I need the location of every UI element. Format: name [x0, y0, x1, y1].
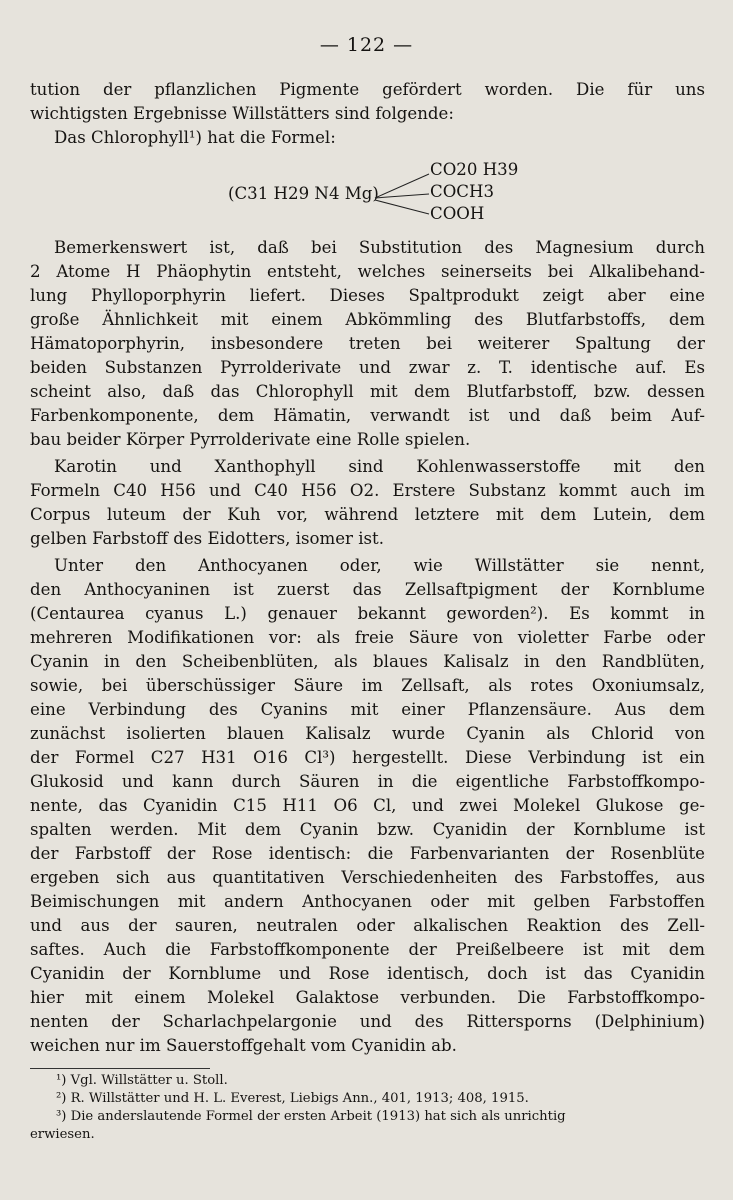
text-line: bau beider Körper Pyrrolderivate eine Rolle spielen. — [30, 430, 471, 449]
intro-paragraph — [30, 78, 705, 150]
text-line: Farbenkomponente, dem Hämatin, verwandt ist und daß beim Auf- — [30, 406, 705, 425]
text-line: Corpus luteum der Kuh vor, während letztere mit dem Lutein, dem — [30, 505, 705, 524]
text-line: nente, das Cyanidin C15 H11 O6 Cl, und zwei Molekel Glukose ge- — [30, 796, 705, 815]
text-line: lung Phylloporphyrin liefert. Dieses Spaltprodukt zeigt aber eine — [30, 286, 705, 305]
text-line: weichen nur im Sauerstoffgehalt vom Cyanidin ab. — [30, 1036, 457, 1055]
paragraph-chlorophyll — [30, 236, 705, 452]
footnote-line: erwiesen. — [30, 1127, 95, 1142]
footnote-rule — [30, 1068, 210, 1069]
text-line: und aus der sauren, neutralen oder alkalischen Reaktion des Zell- — [30, 916, 705, 935]
paragraph-anthocyane — [30, 554, 705, 1058]
text-line: Cyanidin der Kornblume und Rose identisch, doch ist das Cyanidin — [30, 964, 705, 983]
formula-branch-lines — [373, 170, 433, 218]
footnote-line: ¹) Vgl. Willstätter u. Stoll. — [56, 1073, 228, 1088]
text-line: Formeln C40 H56 und C40 H56 O2. Erstere Substanz kommt auch im — [30, 481, 705, 500]
text-line: der Farbstoff der Rose identisch: die Farbenvarianten der Rosenblüte — [30, 844, 705, 863]
text-line: ergeben sich aus quantitativen Verschiedenheiten des Farbstoffes, aus — [30, 868, 705, 887]
paragraph-karotin — [30, 455, 705, 551]
text-line: gelben Farbstoff des Eidotters, isomer ist. — [30, 529, 384, 548]
text-line: Beimischungen mit andern Anthocyanen oder mit gelben Farbstoffen — [30, 892, 705, 911]
footnote-line: ³) Die anderslautende Formel der ersten Arbeit (1913) hat sich als unrichtig — [56, 1109, 566, 1124]
footnote-line: ²) R. Willstätter und H. L. Everest, Liebigs Ann., 401, 1913; 408, 1915. — [56, 1091, 529, 1106]
text-line: Cyanin in den Scheibenblüten, als blaues Kalisalz in den Randblüten, — [30, 652, 705, 671]
text-line: spalten werden. Mit dem Cyanin bzw. Cyanidin der Kornblume ist — [30, 820, 705, 839]
text-line: Unter den Anthocyanen oder, wie Willstätter sie nennt, — [54, 556, 705, 575]
text-line: mehreren Modifikationen vor: als freie Säure von violetter Farbe oder — [30, 628, 705, 647]
text-line: der Formel C27 H31 O16 Cl³) hergestellt. Diese Verbindung ist ein — [30, 748, 705, 767]
text-line: tution der pflanzlichen Pigmente gefördert worden. Die für uns — [30, 80, 705, 99]
formula-group-3: COOH — [430, 204, 485, 223]
formula-group-2: COCH3 — [430, 182, 495, 201]
formula-core: (C31 H29 N4 Mg) — [228, 184, 379, 203]
footnotes — [30, 1072, 705, 1144]
text-line: Das Chlorophyll¹) hat die Formel: — [54, 128, 336, 147]
text-line: wichtigsten Ergebnisse Willstätters sind folgende: — [30, 104, 454, 123]
formula-group-1: CO20 H39 — [430, 160, 519, 179]
text-line: (Centaurea cyanus L.) genauer bekannt geworden²). Es kommt in — [30, 604, 705, 623]
text-line: eine Verbindung des Cyanins mit einer Pflanzensäure. Aus dem — [30, 700, 705, 719]
page-number: — 122 — — [319, 34, 414, 56]
chlorophyll-formula — [228, 158, 528, 232]
text-line: Bemerkenswert ist, daß bei Substitution des Magnesium durch — [54, 238, 705, 257]
text-line: große Ähnlichkeit mit einem Abkömmling des Blutfarbstoffs, dem — [30, 310, 705, 329]
text-line: zunächst isolierten blauen Kalisalz wurde Cyanin als Chlorid von — [30, 724, 705, 743]
text-line: den Anthocyaninen ist zuerst das Zellsaftpigment der Kornblume — [30, 580, 705, 599]
text-line: beiden Substanzen Pyrrolderivate und zwar z. T. identische auf. Es — [30, 358, 705, 377]
text-line: scheint also, daß das Chlorophyll mit dem Blutfarbstoff, bzw. dessen — [30, 382, 705, 401]
text-line: Hämatoporphyrin, insbesondere treten bei weiterer Spaltung der — [30, 334, 705, 353]
text-line: nenten der Scharlachpelargonie und des Rittersporns (Delphinium) — [30, 1012, 705, 1031]
text-line: hier mit einem Molekel Galaktose verbunden. Die Farbstoffkompo- — [30, 988, 705, 1007]
text-line: 2 Atome H Phäophytin entsteht, welches seinerseits bei Alkalibehand- — [30, 262, 705, 281]
text-line: Glukosid und kann durch Säuren in die eigentliche Farbstoffkompo- — [30, 772, 705, 791]
text-line: sowie, bei überschüssiger Säure im Zellsaft, als rotes Oxoniumsalz, — [30, 676, 705, 695]
text-line: Karotin und Xanthophyll sind Kohlenwasserstoffe mit den — [54, 457, 705, 476]
text-line: saftes. Auch die Farbstoffkomponente der Preißelbeere ist mit dem — [30, 940, 705, 959]
